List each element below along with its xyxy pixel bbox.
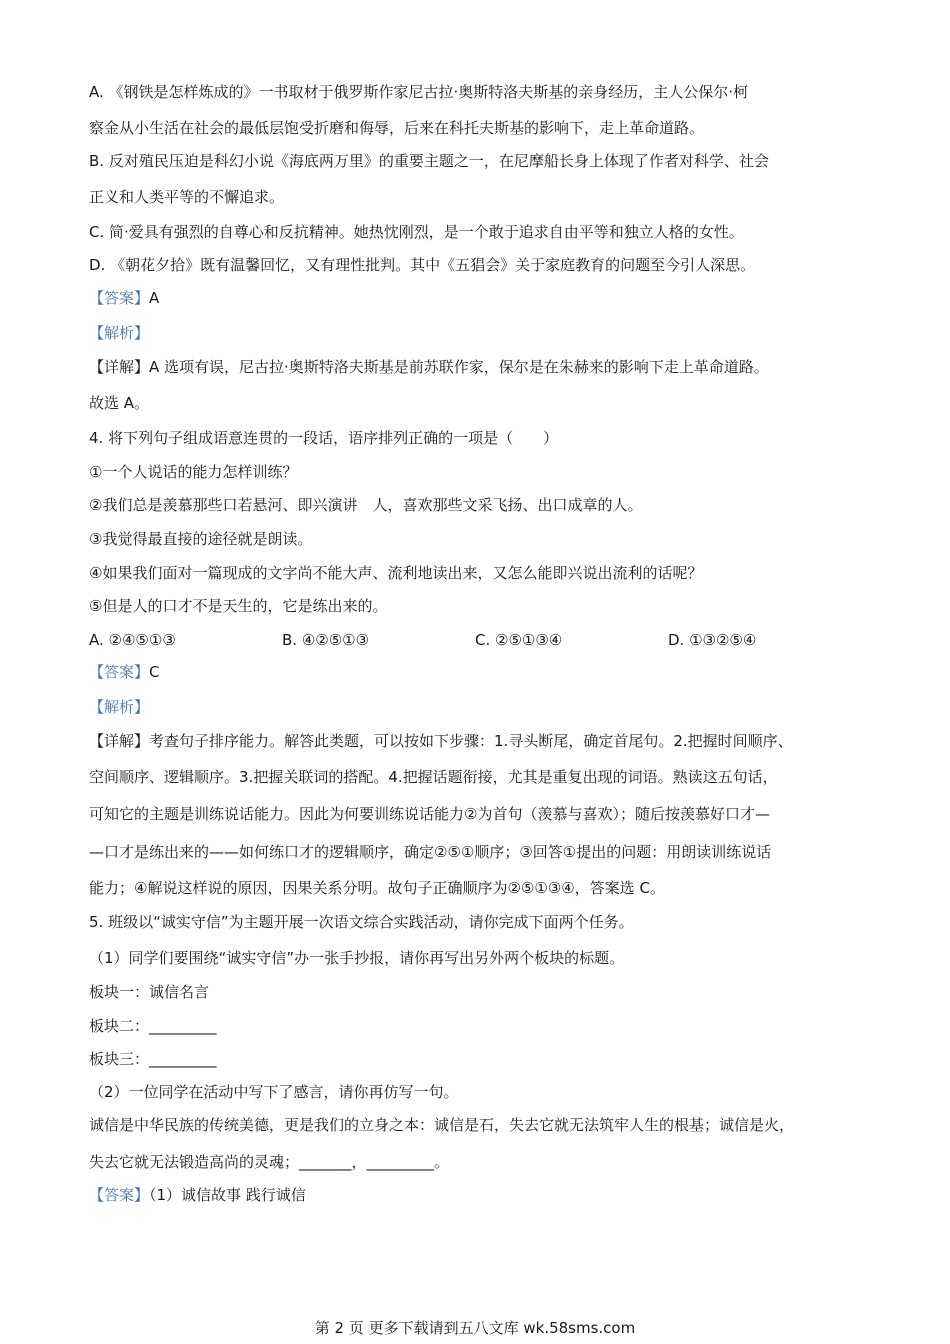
q5-block1: 板块一：诚信名言 xyxy=(89,983,210,1001)
q3-option-a-line2: 察金从小生活在社会的最低层饱受折磨和侮辱，后来在科托夫斯基的影响下，走上革命道路。 xyxy=(89,119,705,137)
q5-task2: （2）一位同学在活动中写下了感言，请你再仿写一句。 xyxy=(89,1083,459,1101)
q4-stem: 4. 将下列句子组成语意连贯的一段话，语序排列正确的一项是（ ） xyxy=(89,429,559,447)
answer-value: （1）诚信故事 践行诚信 xyxy=(149,1186,306,1204)
answer-tag: 【答案】 xyxy=(89,289,150,307)
detail-text: 考查句子排序能力。解答此类题，可以按如下步骤：1.寻头断尾，确定首尾句。2.把握时间顺序、 xyxy=(149,732,793,750)
q4-sentence-5: ⑤但是人的口才不是天生的，它是练出来的。 xyxy=(89,597,388,615)
q3-option-c: C. 简·爱具有强烈的自尊心和反抗精神。她热忱刚烈，是一个敢于追求自由平等和独立人格的女性。 xyxy=(89,223,744,241)
q4-sentence-4: ④如果我们面对一篇现成的文字尚不能大声、流利地读出来，又怎么能即兴说出流利的话呢？ xyxy=(89,564,703,582)
analysis-tag: 【解析】 xyxy=(89,698,150,716)
q3-answer xyxy=(89,288,159,308)
answer-value: C xyxy=(149,663,160,681)
q5-block2: 板块二：_________ xyxy=(89,1017,217,1035)
q3-option-b-line2: 正义和人类平等的不懈追求。 xyxy=(89,188,285,206)
q3-detail: 【详解】A 选项有误，尼古拉·奥斯特洛夫斯基是前苏联作家，保尔是在朱赫来的影响下走上革命道路。 xyxy=(89,358,769,376)
q4-sentence-2: ②我们总是羡慕那些口若悬河、即兴演讲 人，喜欢那些文采飞扬、出口成章的人。 xyxy=(89,496,643,514)
analysis-tag: 【解析】 xyxy=(89,324,150,342)
q4-detail-line2: 空间顺序、逻辑顺序。3.把握关联词的搭配。4.把握话题衔接，尤其是重复出现的词语。熟读这五句话， xyxy=(89,768,778,786)
detail-tag: 【详解】 xyxy=(89,732,150,750)
q5-quote-line2: 失去它就无法锻造高尚的灵魂；_______，_________。 xyxy=(89,1153,450,1171)
q4-sentence-3: ③我觉得最直接的途径就是朗读。 xyxy=(89,530,313,548)
q4-detail-line3: 可知它的主题是训练说话能力。因此为何要训练说话能力②为首句（羡慕与喜欢）；随后按羡慕好口才— xyxy=(89,805,770,823)
q4-detail-line1 xyxy=(89,731,793,751)
q4-option-d: D. ①③②⑤④ xyxy=(668,631,757,649)
q4-detail-line5: 能力；④解说这样说的原因，因果关系分明。故句子正确顺序为②⑤①③④，答案选 C。 xyxy=(89,879,665,897)
q4-answer xyxy=(89,662,160,682)
q4-option-a: A. ②④⑤①③ xyxy=(89,631,176,649)
answer-tag: 【答案】 xyxy=(89,1186,150,1204)
q4-option-b: B. ④②⑤①③ xyxy=(282,631,370,649)
q3-option-a-line1: A. 《钢铁是怎样炼成的》一书取材于俄罗斯作家尼古拉·奥斯特洛夫斯基的亲身经历，主人公保尔·柯 xyxy=(89,83,749,101)
q4-analysis xyxy=(89,697,149,717)
q3-option-b-line1: B. 反对殖民压迫是科幻小说《海底两万里》的重要主题之一，在尼摩船长身上体现了作者对科学、社会 xyxy=(89,152,769,170)
answer-value: A xyxy=(149,289,160,307)
q5-quote-line1: 诚信是中华民族的传统美德，更是我们的立身之本：诚信是石，失去它就无法筑牢人生的根基；诚信是火， xyxy=(89,1116,795,1134)
answer-tag: 【答案】 xyxy=(89,663,150,681)
q4-option-c: C. ②⑤①③④ xyxy=(475,631,563,649)
q5-answer xyxy=(89,1185,306,1205)
q5-block3: 板块三：_________ xyxy=(89,1050,217,1068)
page-footer: 第 2 页 更多下载请到五八文库 wk.58sms.com xyxy=(314,1319,636,1337)
q5-task1: （1）同学们要围绕“诚实守信”办一张手抄报，请你再写出另外两个板块的标题。 xyxy=(89,949,625,967)
q3-analysis xyxy=(89,323,149,343)
q4-detail-line4: —口才是练出来的——如何练口才的逻辑顺序，确定②⑤①顺序；③回答①提出的问题：用朗读训练说话 xyxy=(89,843,772,861)
q3-conclusion: 故选 A。 xyxy=(89,394,150,412)
q5-stem: 5. 班级以“诚实守信”为主题开展一次语文综合实践活动，请你完成下面两个任务。 xyxy=(89,913,634,931)
q4-sentence-1: ①一个人说话的能力怎样训练？ xyxy=(89,463,298,481)
q3-option-d: D. 《朝花夕拾》既有温馨回忆，又有理性批判。其中《五猖会》关于家庭教育的问题至今引人深思。 xyxy=(89,256,756,274)
